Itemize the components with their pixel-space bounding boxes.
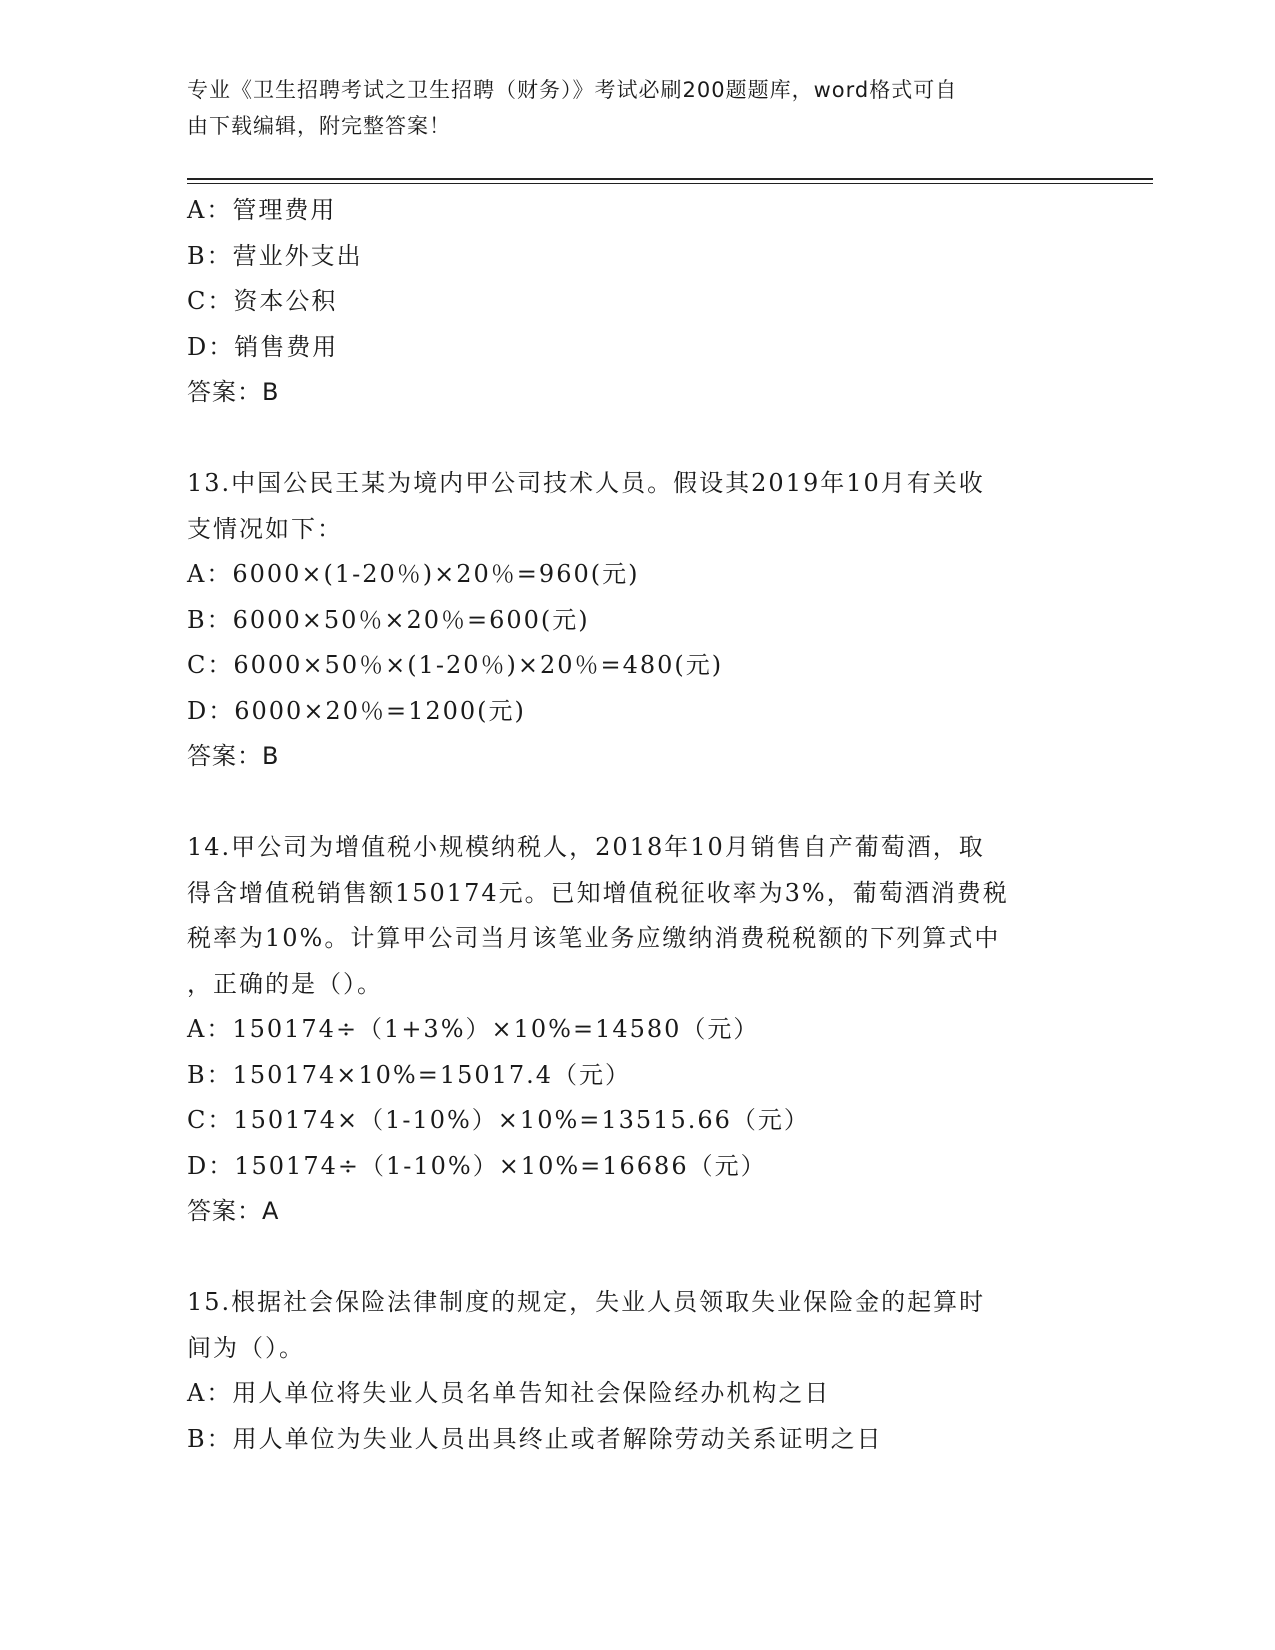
header-line-2: 由下载编辑，附完整答案！ — [187, 114, 451, 138]
option-d: D：销售费用 — [187, 332, 339, 361]
spacer — [187, 1235, 1087, 1281]
question-12 — [187, 188, 1087, 416]
question-stem-line: ，正确的是（）。 — [187, 969, 383, 998]
option-b: B：6000×50％×20％=600(元) — [187, 605, 590, 634]
spacer — [187, 416, 1087, 462]
header-divider-thin — [187, 183, 1153, 184]
option-d: D：150174÷（1-10%）×10%=16686（元） — [187, 1151, 767, 1180]
option-a: A：管理费用 — [187, 196, 337, 224]
header-line-1: 专业《卫生招聘考试之卫生招聘（财务）》考试必刷200题题库，word格式可自 — [187, 78, 958, 102]
document-header — [187, 72, 1067, 144]
option-c: C：150174×（1-10%）×10%=13515.66（元） — [187, 1106, 810, 1134]
header-divider-thick — [187, 178, 1153, 180]
question-stem-line: 14.甲公司为增值税小规模纳税人，2018年10月销售自产葡萄酒，取 — [187, 833, 985, 861]
question-15 — [187, 1280, 1087, 1462]
question-stem-line: 13.中国公民王某为境内甲公司技术人员。假设其2019年10月有关收 — [187, 469, 985, 497]
option-c: C：6000×50％×(1-20％)×20％=480(元) — [187, 651, 724, 679]
question-stem-line: 得含增值税销售额150174元。已知增值税征收率为3%，葡萄酒消费税 — [187, 878, 1009, 907]
option-b: B：营业外支出 — [187, 241, 363, 270]
answer-line: 答案：A — [187, 1197, 280, 1225]
question-13 — [187, 461, 1087, 780]
question-stem-line: 15.根据社会保险法律制度的规定，失业人员领取失业保险金的起算时 — [187, 1288, 986, 1316]
question-stem-line: 支情况如下： — [187, 514, 343, 543]
option-a: A：用人单位将失业人员名单告知社会保险经办机构之日 — [187, 1379, 831, 1407]
answer-line: 答案：B — [187, 378, 280, 406]
option-a: A：150174÷（1+3%）×10%=14580（元） — [187, 1015, 760, 1043]
question-14 — [187, 825, 1087, 1235]
question-list — [187, 188, 1087, 1462]
option-b: B：150174×10%=15017.4（元） — [187, 1060, 632, 1089]
option-d: D：6000×20％=1200(元) — [187, 696, 526, 725]
question-stem-line: 税率为10%。计算甲公司当月该笔业务应缴纳消费税税额的下列算式中 — [187, 924, 1001, 952]
option-b: B：用人单位为失业人员出具终止或者解除劳动关系证明之日 — [187, 1424, 883, 1453]
spacer — [187, 780, 1087, 826]
option-a: A：6000×(1-20％)×20％=960(元) — [187, 560, 640, 588]
answer-line: 答案：B — [187, 742, 280, 770]
question-stem-line: 间为（）。 — [187, 1333, 305, 1362]
option-c: C：资本公积 — [187, 287, 338, 315]
